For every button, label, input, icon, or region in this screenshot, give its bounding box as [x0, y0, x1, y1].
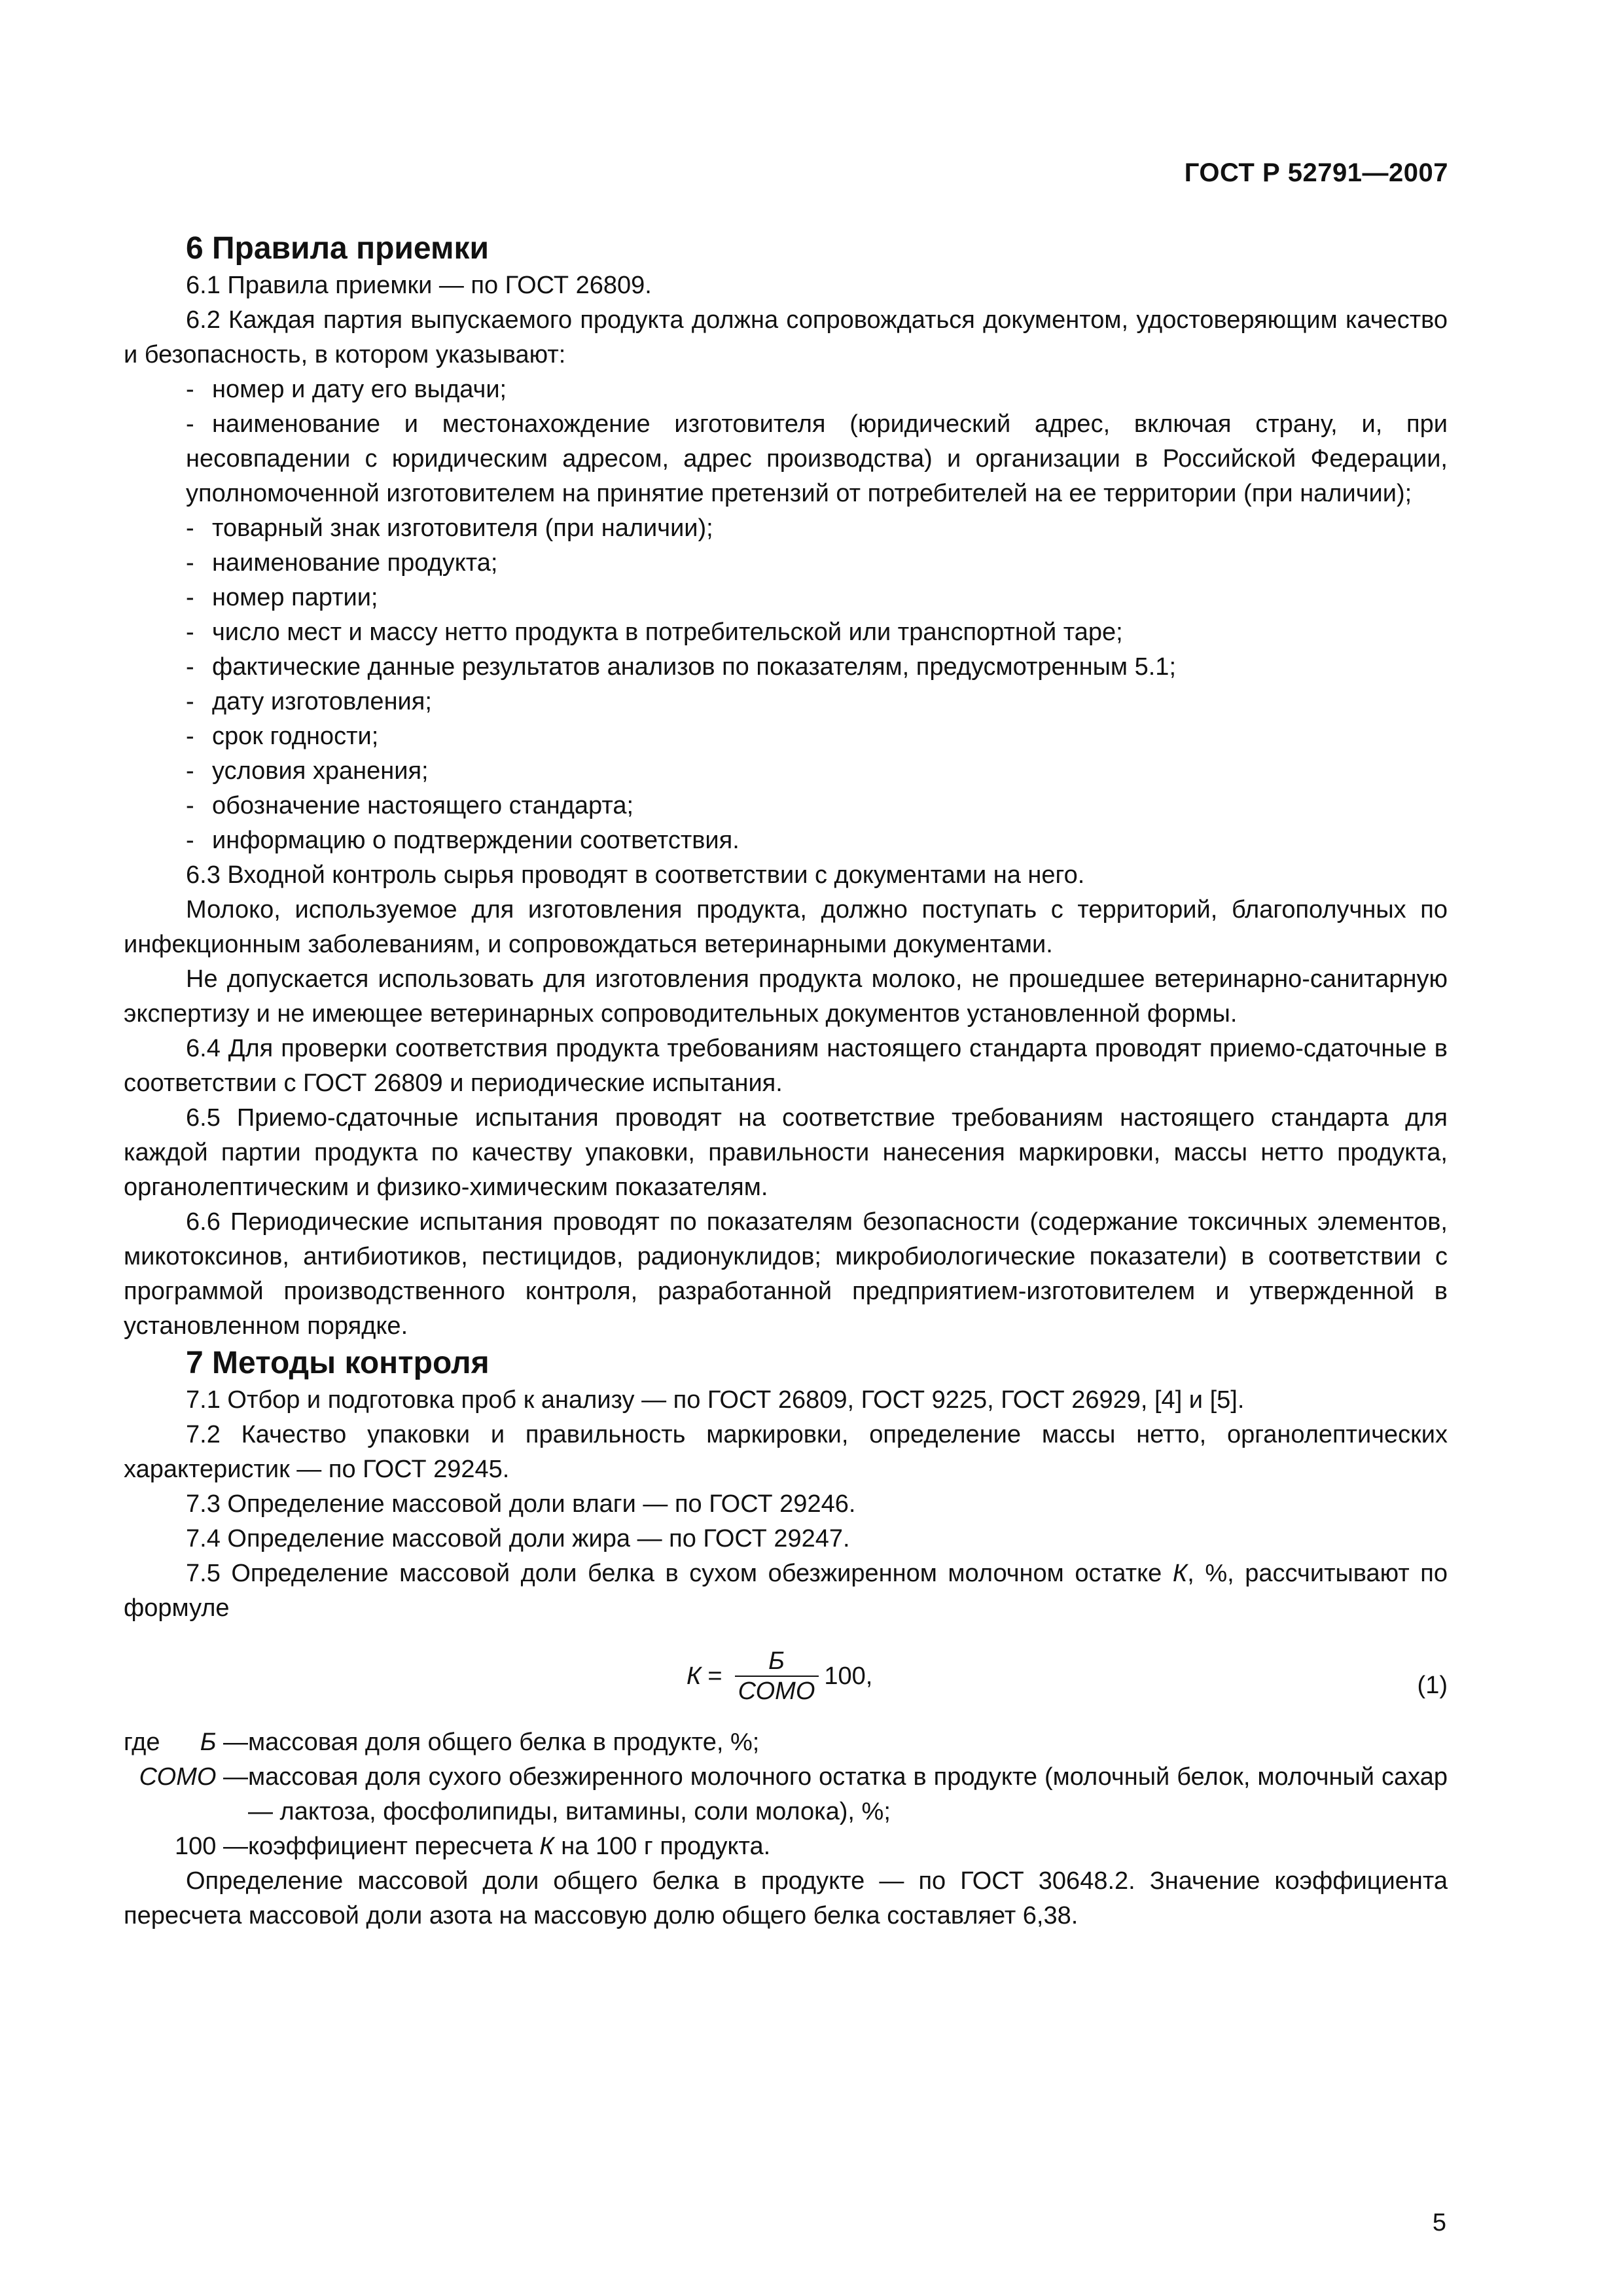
definition-text-end: на 100 г продукта. [554, 1833, 771, 1860]
formula-definitions [124, 1725, 1448, 1864]
formula-equals: = [707, 1662, 722, 1690]
paragraph-7-5 [124, 1556, 1448, 1626]
list-item [124, 581, 1448, 615]
formula-fraction [734, 1647, 819, 1706]
section-7-title: 7 Методы контроля [186, 1346, 490, 1380]
list-item-text: информацию о подтверждении соответствия. [212, 827, 740, 854]
list-item-text: срок годности; [212, 723, 379, 750]
definition-text: массовая доля общего белка в продукте, %; [248, 1729, 760, 1756]
list-dash: - [186, 514, 194, 542]
paragraph-6-1: 6.1 Правила приемки — по ГОСТ 26809. [186, 272, 652, 299]
formula-lhs: К [687, 1662, 702, 1690]
list-dash: - [186, 757, 194, 785]
paragraph-6-2: 6.2 Каждая партия выпускаемого продукта должна сопровождаться документом, удостоверяющим качество и безопасность, в котором указывают: [124, 306, 1448, 368]
formula-denominator: СОМО [738, 1677, 815, 1705]
list-dash: - [186, 723, 194, 750]
definition-text: массовая доля сухого обезжиренного молочного остатка в продукте (молочный белок, молочный сахар — лактоза, фосфолипиды, витамины, соли молока), %; [248, 1763, 1448, 1825]
page-content [124, 229, 1448, 1933]
paragraph-7-5-text: 7.5 Определение массовой доли белка в сухом обезжиренном молочном остатке [186, 1560, 1173, 1587]
list-item [124, 511, 1448, 546]
page-number: 5 [1432, 2209, 1446, 2236]
paragraph-7-4: 7.4 Определение массовой доли жира — по ГОСТ 29247. [186, 1525, 850, 1552]
list-dash: - [186, 376, 194, 403]
definition-symbol-cell [124, 1725, 248, 1760]
definition-dash: — [216, 1729, 248, 1756]
list-item [124, 719, 1448, 754]
definition-symbol-cell [124, 1760, 248, 1829]
paragraph-6-3: 6.3 Входной контроль сырья проводят в соответствии с документами на него. [186, 861, 1085, 889]
definition-prefix: где [124, 1729, 160, 1756]
list-item [124, 372, 1448, 407]
standard-code: ГОСТ Р 52791—2007 [1184, 158, 1448, 187]
definition-text-part: коэффициент пересчета [248, 1833, 540, 1860]
paragraph-7-5-protein: Определение массовой доли общего белка в продукте — по ГОСТ 30648.2. Значение коэффициента пересчета массовой доли азота на массовую долю общего белка составляет 6,38. [124, 1867, 1448, 1929]
paragraph-6-4: 6.4 Для проверки соответствия продукта требованиям настоящего стандарта проводят приемо-сдаточные в соответствии с ГОСТ 26809 и периодические испытания. [124, 1035, 1448, 1097]
list-dash: - [186, 584, 194, 611]
paragraph-6-3-restriction: Не допускается использовать для изготовления продукта молоко, не прошедшее ветеринарно-санитарную экспертизу и не имеющее ветеринарных сопроводительных документов установленной формы. [124, 965, 1448, 1028]
list-item-text: наименование и местонахождение изготовителя (юридический адрес, включая страну, и, при несовпадении с юридическим адресом, адрес производства) и организации в Российской Федерации, уполномоченной изготовителем на принятие претензий от потребителей на ее территории (при наличии); [186, 410, 1448, 507]
list-item [124, 823, 1448, 858]
list-item [124, 789, 1448, 823]
variable-k: К [1172, 1560, 1188, 1587]
variable-k: К [539, 1833, 554, 1860]
paragraph-6-5: 6.5 Приемо-сдаточные испытания проводят на соответствие требованиям настоящего стандарта для каждой партии продукта по качеству упаковки, правильности нанесения маркировки, массы нетто продукта, органолептическим и физико-химическим показателям. [124, 1104, 1448, 1201]
definition-text [248, 1829, 1448, 1864]
list-item [124, 685, 1448, 719]
definition-dash: — [216, 1763, 248, 1791]
list-item [124, 407, 1448, 511]
list-item-text: номер и дату его выдачи; [212, 376, 507, 403]
definition-symbol: 100 [175, 1833, 217, 1860]
paragraph-6-3-milk: Молоко, используемое для изготовления продукта, должно поступать с территорий, благополучных по инфекционным заболеваниям, и сопровождаться ветеринарными документами. [124, 896, 1448, 958]
formula-factor: 100, [824, 1662, 873, 1690]
list-item-text: дату изготовления; [212, 688, 432, 715]
definition-symbol: Б [200, 1729, 217, 1756]
list-item-text: фактические данные результатов анализов по показателям, предусмотренным 5.1; [212, 653, 1177, 681]
definition-dash: — [216, 1833, 248, 1860]
definition-row [124, 1725, 1448, 1760]
list-item-text: число мест и массу нетто продукта в потребительской или транспортной таре; [212, 619, 1123, 646]
list-dash: - [186, 792, 194, 819]
list-dash: - [186, 827, 194, 854]
list-item-text: номер партии; [212, 584, 378, 611]
formula-number: (1) [1417, 1672, 1448, 1699]
paragraph-6-6: 6.6 Периодические испытания проводят по показателям безопасности (содержание токсичных элементов, микотоксинов, антибиотиков, пестицидов, радионуклидов; микробиологические показатели) в соответствии с программой производственного контроля, разработанной предприятием-изготовителем и утвержденной в установленном порядке. [124, 1208, 1448, 1340]
formula-numerator: Б [768, 1647, 785, 1675]
definition-symbol: СОМО [139, 1763, 217, 1791]
definition-row [124, 1760, 1448, 1829]
definition-symbol-cell [124, 1829, 248, 1864]
list-dash: - [186, 410, 194, 438]
definition-row [124, 1829, 1448, 1864]
list-dash: - [186, 653, 194, 681]
list-item-text: обозначение настоящего стандарта; [212, 792, 634, 819]
paragraph-7-2: 7.2 Качество упаковки и правильность маркировки, определение массы нетто, органолептических характеристик — по ГОСТ 29245. [124, 1421, 1448, 1483]
list-item [124, 650, 1448, 685]
list-item-text: наименование продукта; [212, 549, 498, 577]
list-dash: - [186, 619, 194, 646]
list-dash: - [186, 688, 194, 715]
section-6-title: 6 Правила приемки [186, 231, 490, 266]
formula [687, 1647, 872, 1706]
list-item [124, 615, 1448, 650]
list-dash: - [186, 549, 194, 577]
list-item-text: условия хранения; [212, 757, 429, 785]
list-item [124, 754, 1448, 789]
paragraph-7-5-text-end: , %, рассчитывают по формуле [124, 1560, 1448, 1622]
paragraph-7-1: 7.1 Отбор и подготовка проб к анализу — по ГОСТ 26809, ГОСТ 9225, ГОСТ 26929, [4] и [5]. [186, 1386, 1245, 1414]
paragraph-7-3: 7.3 Определение массовой доли влаги — по ГОСТ 29246. [186, 1490, 856, 1518]
list-item [124, 546, 1448, 581]
formula-row [124, 1635, 1448, 1720]
list-item-text: товарный знак изготовителя (при наличии); [212, 514, 713, 542]
